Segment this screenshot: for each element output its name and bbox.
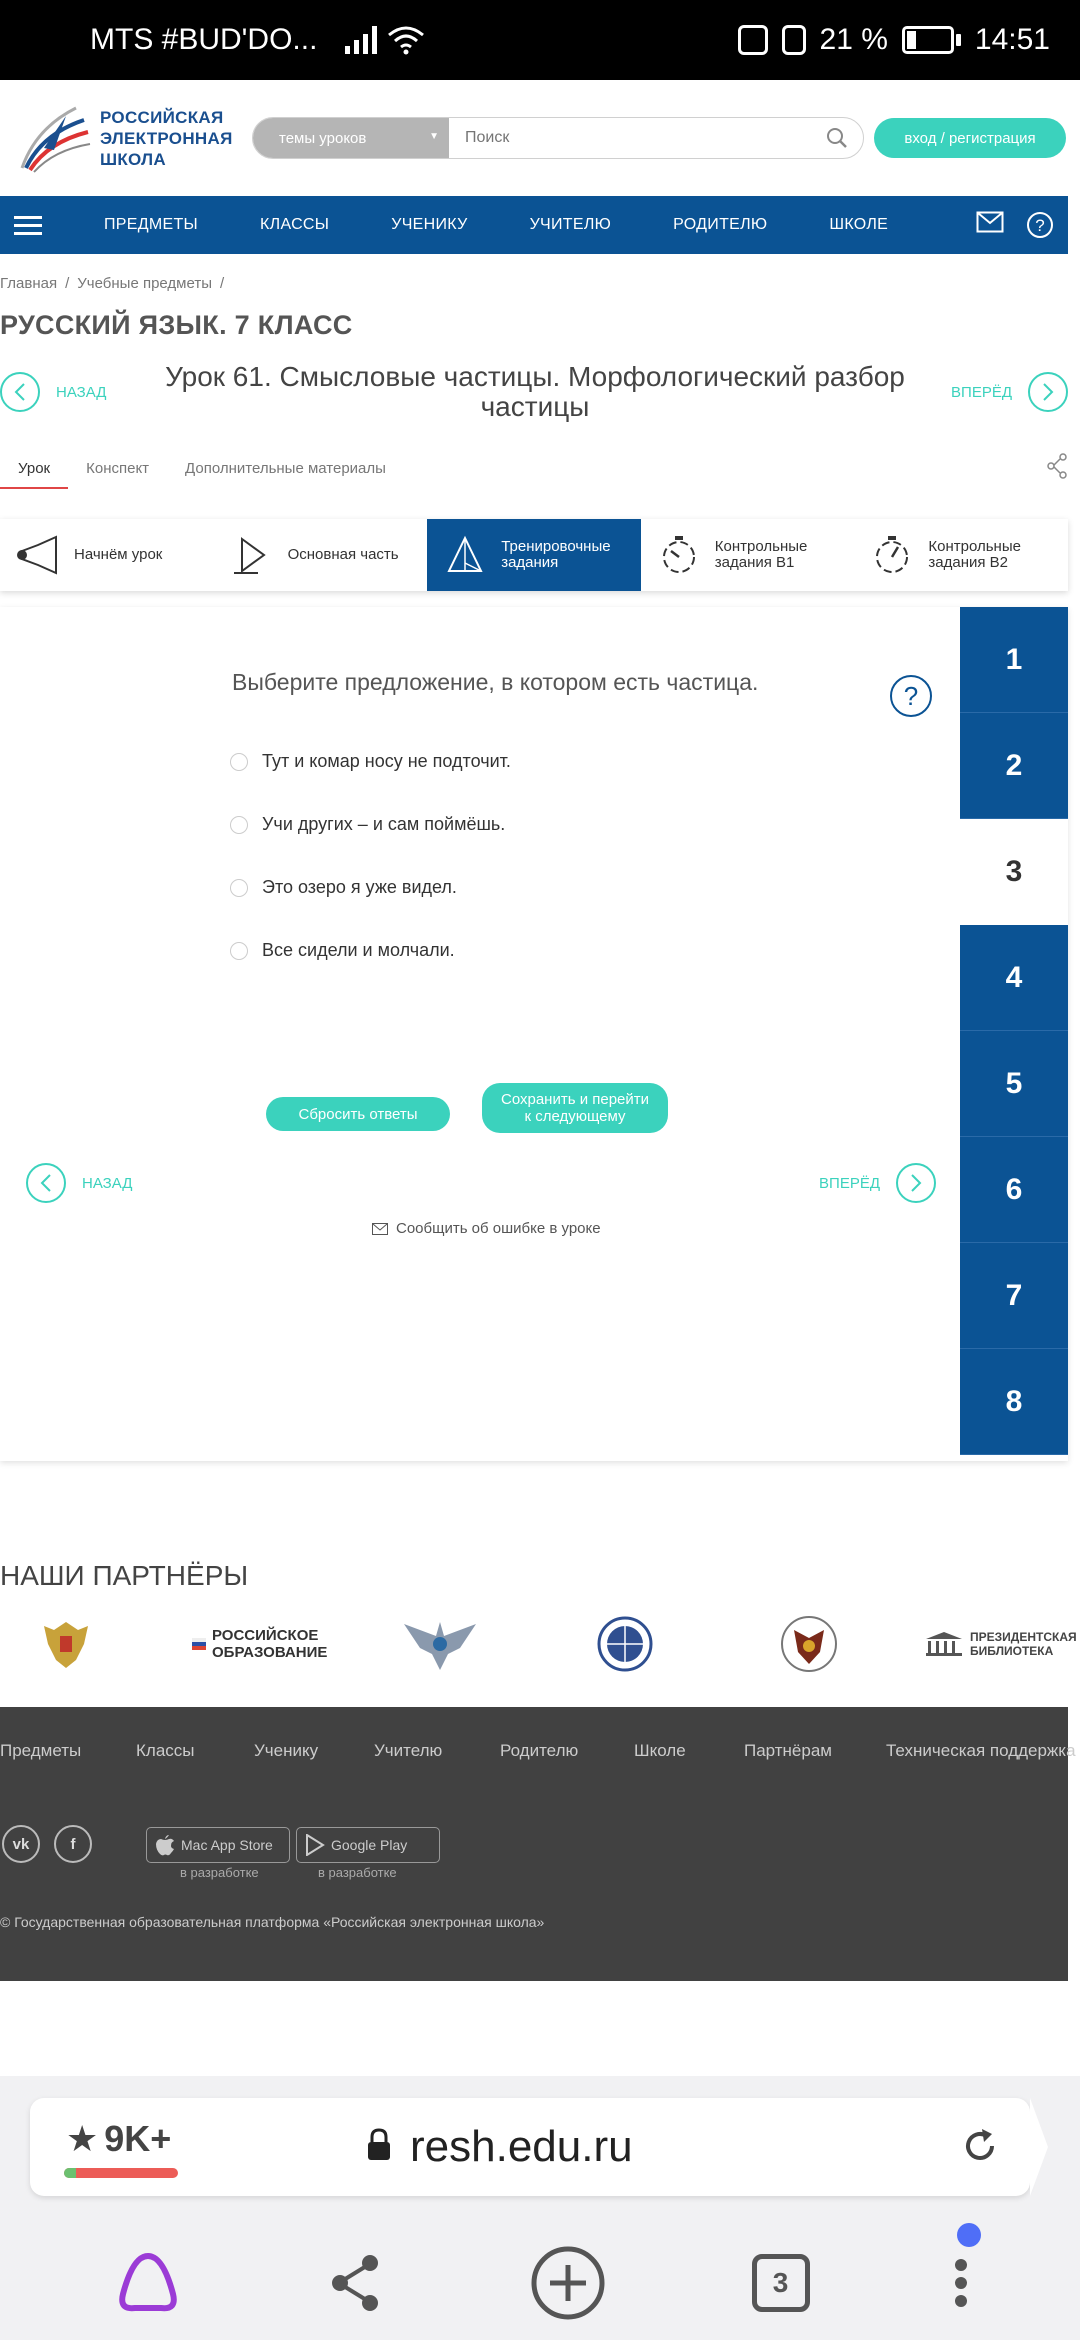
google-play-badge[interactable] xyxy=(296,1827,440,1863)
main-nav xyxy=(0,196,1068,254)
footer-link-partners[interactable]: Партнёрам xyxy=(744,1741,832,1760)
triangle-icon xyxy=(443,535,487,575)
tabs-count: 3 xyxy=(772,2267,789,2298)
google-play-label: Google Play xyxy=(331,1837,408,1853)
answer-option-text: Учи других – и сам поймёшь. xyxy=(262,814,506,834)
share-icon[interactable] xyxy=(1046,453,1068,479)
nav-item-teacher[interactable]: УЧИТЕЛЮ xyxy=(529,216,612,233)
footer xyxy=(0,1707,1076,1981)
task-number-6[interactable]: 6 xyxy=(960,1137,1068,1243)
report-error-label: Сообщить об ошибке в уроке xyxy=(396,1220,601,1237)
nfc-icon xyxy=(738,25,768,55)
app-store-badge[interactable] xyxy=(146,1827,290,1863)
answer-option[interactable] xyxy=(230,877,457,898)
lesson-forward-label: ВПЕРЁД xyxy=(951,383,1012,401)
breadcrumb-subjects[interactable]: Учебные предметы xyxy=(77,275,212,292)
answer-option-text: Это озеро я уже видел. xyxy=(262,877,457,897)
menu-dot xyxy=(955,2277,967,2289)
nav-item-parent[interactable]: РОДИТЕЛЮ xyxy=(673,216,768,233)
step-start[interactable] xyxy=(0,519,214,591)
task-back-button[interactable] xyxy=(26,1163,132,1203)
menu-dot xyxy=(955,2295,967,2307)
task-number-7[interactable]: 7 xyxy=(960,1243,1068,1349)
chevron-left-icon xyxy=(0,372,40,412)
lesson-title: Урок 61. Смысловые частицы. Морфологический разбор частицы xyxy=(165,361,905,422)
site-rating[interactable] xyxy=(66,2118,171,2160)
task-number-8[interactable]: 8 xyxy=(960,1349,1068,1455)
task-forward-button[interactable] xyxy=(819,1163,936,1203)
reload-icon[interactable] xyxy=(960,2126,1000,2166)
partner-logo-emblem[interactable] xyxy=(38,1616,94,1672)
partners-title: НАШИ ПАРТНЁРЫ xyxy=(0,1560,249,1591)
task-number-2[interactable]: 2 xyxy=(960,713,1068,819)
site-header xyxy=(0,80,1080,196)
task-back-label: НАЗАД xyxy=(82,1174,133,1192)
url-text: resh.edu.ru xyxy=(410,2122,633,2171)
star-icon: ★ xyxy=(66,2118,99,2159)
lesson-forward-button[interactable] xyxy=(951,372,1068,412)
facebook-icon[interactable]: f xyxy=(54,1825,92,1863)
search-input[interactable] xyxy=(449,118,811,158)
nav-item-school[interactable]: ШКОЛЕ xyxy=(829,216,889,233)
play-icon xyxy=(230,535,274,575)
timer-icon xyxy=(657,535,701,575)
radio-button[interactable] xyxy=(230,879,248,897)
task-panel xyxy=(0,607,1068,1461)
tab-extra-materials[interactable]: Дополнительные материалы xyxy=(185,460,386,477)
clock: 14:51 xyxy=(974,23,1050,56)
topics-select-label: темы уроков xyxy=(279,129,367,147)
footer-link-classes[interactable]: Классы xyxy=(136,1741,195,1760)
lesson-back-label: НАЗАД xyxy=(56,383,107,401)
chevron-right-icon xyxy=(1028,372,1068,412)
menu-icon[interactable] xyxy=(14,211,42,240)
battery-percent: 21 % xyxy=(819,23,888,56)
logo-line-1: РОССИЙСКАЯ xyxy=(100,107,224,127)
step-control-b1[interactable] xyxy=(641,519,855,591)
emergency-emblem-icon xyxy=(774,1614,844,1674)
address-bar[interactable] xyxy=(30,2098,1030,2196)
save-next-button[interactable]: Сохранить и перейти к следующему xyxy=(482,1083,668,1133)
share-icon[interactable] xyxy=(328,2253,384,2313)
globe-icon xyxy=(590,1614,660,1674)
menu-dot xyxy=(955,2259,967,2271)
signal-icon xyxy=(345,26,377,54)
step-training[interactable] xyxy=(427,519,641,591)
partner-logo-ministry[interactable] xyxy=(400,1614,480,1674)
timer-icon xyxy=(870,535,914,575)
task-number-1[interactable]: 1 xyxy=(960,607,1068,713)
search-button[interactable] xyxy=(811,118,863,158)
partner-ros-obr-line1: РОССИЙСКОЕ xyxy=(212,1627,319,1644)
nav-item-subjects[interactable]: ПРЕДМЕТЫ xyxy=(104,216,199,233)
step-main[interactable] xyxy=(214,519,428,591)
google-play-icon xyxy=(305,1834,325,1856)
chevron-right-icon xyxy=(896,1163,936,1203)
browser-toolbar xyxy=(0,2226,1080,2340)
tab-lesson[interactable]: Урок xyxy=(0,460,68,489)
answer-option[interactable] xyxy=(230,751,511,772)
task-forward-label: ВПЕРЁД xyxy=(819,1174,880,1192)
task-number-4[interactable]: 4 xyxy=(960,925,1068,1031)
radio-button[interactable] xyxy=(230,942,248,960)
answer-option-text: Все сидели и молчали. xyxy=(262,940,455,960)
svg-text:?: ? xyxy=(1035,216,1045,235)
mail-icon xyxy=(372,1223,388,1235)
logo[interactable] xyxy=(14,98,242,178)
eagle-emblem-icon xyxy=(400,1614,480,1674)
apple-icon xyxy=(155,1834,175,1856)
vibrate-icon xyxy=(782,25,806,55)
lesson-tabs xyxy=(0,460,404,489)
vk-icon[interactable]: vk xyxy=(2,1825,40,1863)
site-rating-value: 9K+ xyxy=(104,2118,172,2159)
footer-link-school[interactable]: Школе xyxy=(634,1741,686,1760)
partner-logo-globe[interactable] xyxy=(590,1614,660,1674)
step-control-b2[interactable] xyxy=(854,519,1068,591)
footer-link-teacher[interactable]: Учителю xyxy=(374,1741,443,1760)
carrier-name: MTS #BUD'DO... xyxy=(90,23,318,56)
lesson-back-button[interactable] xyxy=(0,372,106,412)
answer-option[interactable] xyxy=(230,940,455,961)
more-menu-button[interactable] xyxy=(955,2253,967,2313)
partners-strip xyxy=(0,1612,1077,1676)
building-icon xyxy=(924,1631,964,1657)
report-error-link[interactable] xyxy=(372,1220,601,1237)
answer-option[interactable] xyxy=(230,814,505,835)
app-store-note: в разработке xyxy=(180,1865,259,1880)
radio-button[interactable] xyxy=(230,816,248,834)
battery-icon xyxy=(902,26,961,54)
social-links xyxy=(2,1825,92,1863)
copyright: © Государственная образовательная платформа «Российская электронная школа» xyxy=(0,1914,545,1930)
notification-dot xyxy=(957,2223,981,2247)
partner-library-line1: ПРЕЗИДЕНТСКАЯ xyxy=(970,1630,1077,1644)
coat-of-arms-icon xyxy=(38,1616,94,1672)
google-play-note: в разработке xyxy=(318,1865,397,1880)
breadcrumb-home[interactable]: Главная xyxy=(0,275,58,292)
wifi-icon xyxy=(387,25,425,55)
status-bar xyxy=(0,0,1080,80)
login-button[interactable]: вход / регистрация xyxy=(874,118,1066,158)
lesson-steps xyxy=(0,519,1068,591)
tabs-button[interactable] xyxy=(752,2254,810,2312)
app-store-label: Mac App Store xyxy=(181,1837,273,1853)
rating-bar xyxy=(64,2168,178,2178)
reset-answers-button[interactable]: Сбросить ответы xyxy=(266,1097,450,1131)
nav-item-classes[interactable]: КЛАССЫ xyxy=(260,216,330,233)
partner-logo-ros-obr[interactable] xyxy=(192,1627,327,1661)
subject-title: РУССКИЙ ЯЗЫК. 7 КЛАСС xyxy=(0,310,353,340)
alice-assistant-icon[interactable] xyxy=(113,2248,183,2318)
partner-logo-library[interactable] xyxy=(924,1630,1077,1658)
radio-button[interactable] xyxy=(230,753,248,771)
step-control-b2-label: Контрольные задания В2 xyxy=(928,538,1021,571)
partner-logo-rescue[interactable] xyxy=(774,1614,844,1674)
mail-icon[interactable] xyxy=(976,211,1004,233)
partner-ros-obr-line2: ОБРАЗОВАНИЕ xyxy=(212,1644,328,1661)
search-bar xyxy=(252,117,864,159)
new-tab-icon[interactable] xyxy=(530,2245,606,2321)
task-help-button[interactable] xyxy=(890,675,932,717)
breadcrumb: Главная / Учебные предметы / xyxy=(0,275,225,292)
logo-line-2: ЭЛЕКТРОННАЯ xyxy=(100,128,233,148)
step-start-label: Начнём урок xyxy=(74,546,163,563)
step-control-b1-label: Контрольные задания В1 xyxy=(714,538,808,571)
nav-item-student[interactable]: УЧЕНИКУ xyxy=(391,216,468,233)
logo-line-3: ШКОЛА xyxy=(100,149,166,169)
topics-select[interactable] xyxy=(253,118,449,158)
footer-link-subjects[interactable]: Предметы xyxy=(0,1741,82,1760)
help-icon[interactable] xyxy=(1026,211,1054,239)
footer-link-support[interactable]: Техническая поддержка xyxy=(886,1741,1076,1760)
logo-emblem-icon xyxy=(14,98,94,178)
answer-option-text: Тут и комар носу не подточит. xyxy=(262,751,511,771)
task-question: Выберите предложение, в котором есть частица. xyxy=(232,669,759,695)
partner-library-line2: БИБЛИОТЕКА xyxy=(970,1644,1054,1658)
caret-down-icon: ▼ xyxy=(429,131,439,142)
megaphone-icon xyxy=(16,535,60,575)
question-mark-icon: ? xyxy=(903,680,919,711)
chevron-left-icon xyxy=(26,1163,66,1203)
step-main-label: Основная часть xyxy=(287,546,399,563)
tab-notes[interactable]: Конспект xyxy=(86,460,150,477)
footer-link-parent[interactable]: Родителю xyxy=(500,1741,579,1760)
task-number-5[interactable]: 5 xyxy=(960,1031,1068,1137)
lesson-nav xyxy=(0,362,1068,424)
flag-icon xyxy=(192,1638,206,1650)
footer-link-student[interactable]: Ученику xyxy=(254,1741,319,1760)
task-number-3[interactable]: 3 xyxy=(960,819,1068,925)
task-number-list xyxy=(960,607,1068,1455)
search-icon xyxy=(826,127,848,149)
lock-icon xyxy=(366,2128,392,2162)
step-training-label: Тренировочные задания xyxy=(501,538,611,571)
browser-chrome xyxy=(0,2076,1080,2340)
